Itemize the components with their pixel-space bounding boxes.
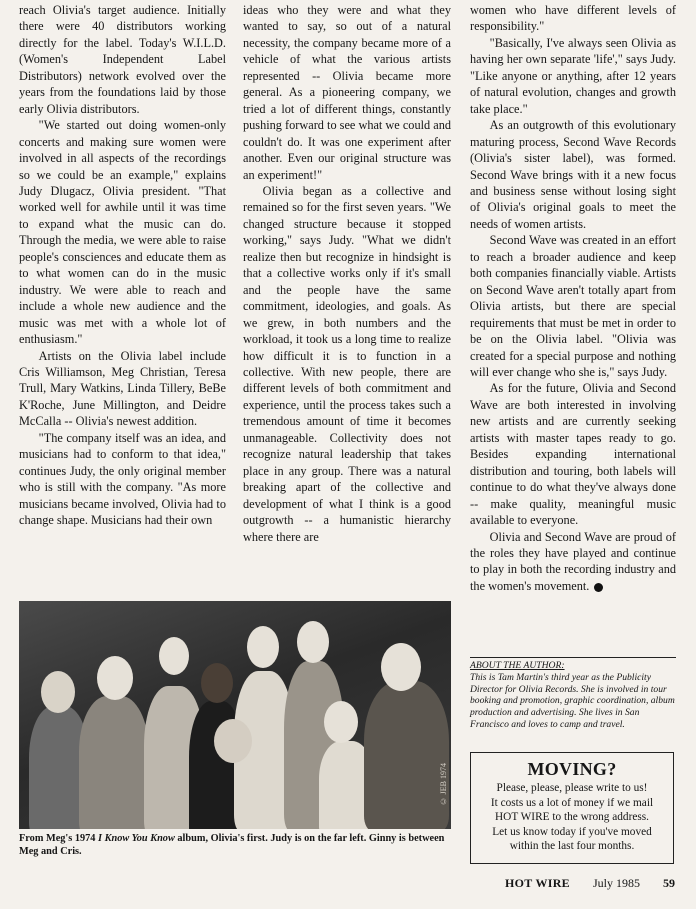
paragraph: As for the future, Olivia and Second Wave are both interested in involving new artists and are currently seeking artists with master tapes ready to go. Besides expanding international distribution and touring, both labels will continue to do what they've always done -- make quality, meaningful music available to everyone. bbox=[470, 381, 676, 528]
moving-line: HOT WIRE to the wrong address. bbox=[495, 811, 649, 824]
publication-name: HOT WIRE bbox=[505, 876, 570, 890]
paragraph: women who have different levels of responsibility." bbox=[470, 3, 676, 34]
issue-date: July 1985 bbox=[592, 876, 640, 890]
moving-line: It costs us a lot of money if we mail bbox=[490, 796, 654, 809]
end-mark-icon bbox=[594, 583, 603, 592]
author-heading: ABOUT THE AUTHOR: bbox=[470, 660, 565, 671]
paragraph-text: Olivia and Second Wave are proud of the roles they have played and continue to play in both the recording industry and the women's movement. bbox=[470, 529, 676, 593]
paragraph: Olivia began as a collective and remained so for the first seven years. "We changed structure because it stopped working," says Judy. "What we didn't realize then but recognize in hindsight is that a collective works only if it's small and the people have the same commitment, ideologies, and goals. As we grew, in both numbers and the workload, it took us a long time to realize how difficult it is to function in a collective. With new people, there are different levels of both commitment and experience, until the process takes such a tremendous amount of time it becomes unmanageable. Collectivity does not recognize natural leadership that takes place in any group. There was a natural breaking apart of the collective and development of what I think is a good outgrowth -- a humanistic hierarchy where there are bbox=[243, 183, 451, 544]
moving-notice-box bbox=[470, 752, 674, 864]
paragraph-final bbox=[470, 529, 676, 595]
photo-caption bbox=[19, 832, 455, 858]
paragraph: Second Wave was created in an effort to reach a broader audience and keep both companies financially viable. Artists on Second Wave aren't totally apart from Olivia artists, but there are special requirements that must be met in order to be on the Olivia label. "Olivia was created for a special purpose and nothing will ever change who she is," says Judy. bbox=[470, 233, 676, 379]
moving-line: Please, please, please write to us! bbox=[496, 782, 648, 794]
photo-credit: © JEB 1974 bbox=[439, 762, 448, 805]
caption-prefix: From Meg's 1974 bbox=[19, 833, 99, 844]
divider bbox=[470, 657, 676, 658]
moving-title: MOVING? bbox=[527, 759, 617, 779]
page-footer bbox=[505, 876, 675, 890]
paragraph: As an outgrowth of this evolutionary maturing process, Second Wave Records (Olivia's sister label), was formed. Second Wave brings with it a new focus and business sense without losing sight of Olivia's original goals to meet the needs of women artists. bbox=[470, 118, 676, 231]
article-column-3 bbox=[470, 2, 676, 594]
paragraph: "We started out doing women-only concerts and making sure women were involved in all aspects of the recordings so we could be an example," explains Judy Dlugacz, Olivia president. "That worked well for awhile until it was time to expand what the music can do. Through the media, we were able to raise people's consciences and educate them as to what women can do in the music industry. We were able to reach and include a whole new audience and the music was met with a whole lot of enthusiasm." bbox=[19, 118, 226, 347]
paragraph: reach Olivia's target audience. Initially there were 40 distributors working directly for the label. Today's W.I.L.D. (Women's Independent Label Distributors) network evolved over the years from the foundations laid by those early Olivia distributors. bbox=[19, 3, 226, 116]
moving-line: within the last four months. bbox=[509, 840, 635, 853]
author-text: This is Tam Martin's third year as the Publicity Director for Olivia Records. She is involved in tour booking and promotion, graphic coordination, album production and advertising. She lives in San Francisco and loves to camp and travel. bbox=[470, 671, 675, 730]
paragraph: "The company itself was an idea, and musicians had to conform to that idea," continues Judy, the only original member who is still with the company. "As more musicians became involved, Olivia had to change shape. Musicians had their own bbox=[19, 430, 226, 528]
group-photo bbox=[19, 601, 451, 829]
caption-album-title: I Know You Know bbox=[98, 833, 175, 844]
page-number: 59 bbox=[663, 876, 675, 890]
paragraph: ideas who they were and what they wanted to say, so out of a natural necessity, the company became more of a vehicle of what the various artists represented -- Olivia became more general. As a pioneering company, we tried a lot of different things, constantly pushing forward to see what we could and couldn't do. It was one experiment after another. Even our original structure was an experiment!" bbox=[243, 3, 451, 182]
about-the-author bbox=[470, 660, 678, 731]
article-column-2 bbox=[243, 2, 451, 545]
moving-line: Let us know today if you've moved bbox=[492, 825, 652, 838]
caption-suffix: album, Olivia's first. Judy is on the far left. Ginny is between Meg and Cris. bbox=[19, 833, 445, 857]
paragraph: "Basically, I've always seen Olivia as having her own separate 'life'," says Judy. "Like anyone or anything, after 12 years of natural evolution, changes and growth take place." bbox=[470, 35, 676, 116]
paragraph: Artists on the Olivia label include Cris Williamson, Meg Christian, Teresa Trull, Mary Watkins, Linda Tillery, BeBe K'Roche, June Millington, and Deidre McCalla -- Olivia's newest addition. bbox=[19, 348, 226, 429]
article-column-1 bbox=[19, 2, 226, 529]
